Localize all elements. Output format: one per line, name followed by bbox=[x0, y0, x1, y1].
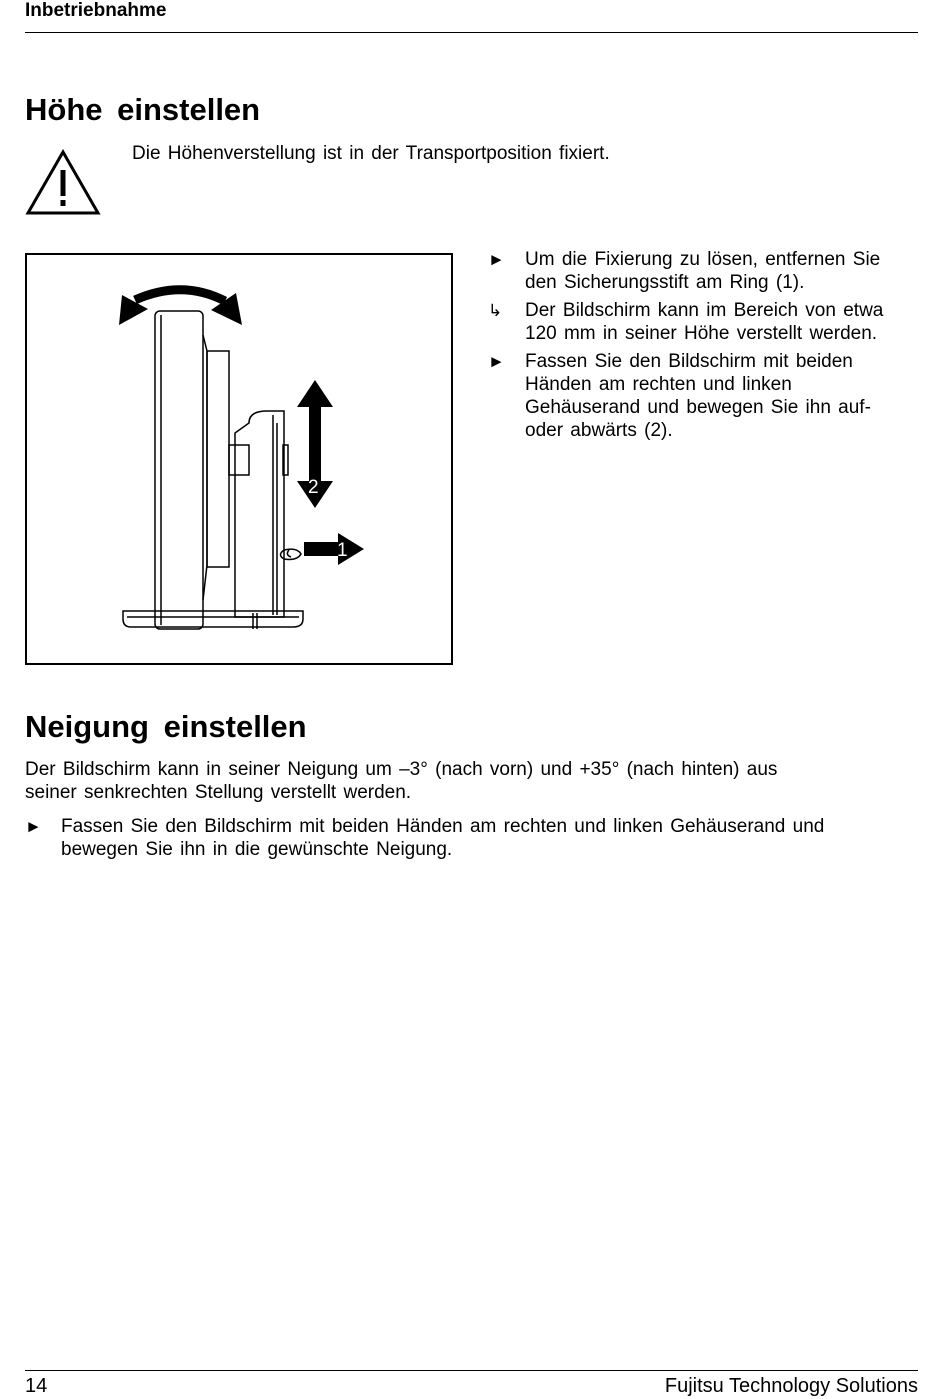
step-text: Fassen Sie den Bildschirm mit beiden Händen am rechten und linken Gehäuserand und bewegen Sie ihn in die gewünschte Neigung. bbox=[61, 816, 825, 860]
result-arrow-icon: ↳ bbox=[488, 301, 503, 320]
section-title-tilt: Neigung einstellen bbox=[25, 709, 307, 744]
height-steps-list bbox=[488, 248, 908, 447]
step-text: Fassen Sie den Bildschirm mit beiden Händen am rechten und linken Gehäuserand und bewegen Sie ihn auf- oder abwärts (2). bbox=[525, 351, 871, 441]
tilt-paragraph: Der Bildschirm kann in seiner Neigung um –3° (nach vorn) und +35° (nach hinten) aus seiner senkrechten Stellung verstellt werden. bbox=[25, 759, 778, 803]
tilt-step bbox=[25, 815, 881, 861]
bullet-arrow-icon: ► bbox=[488, 352, 505, 371]
page-number: 14 bbox=[25, 1375, 48, 1397]
pin-arrow-label: 1 bbox=[337, 540, 348, 561]
section-title-height: Höhe einstellen bbox=[25, 92, 261, 127]
monitor-height-figure bbox=[25, 253, 453, 665]
list-item bbox=[488, 299, 908, 345]
header-rule bbox=[25, 32, 918, 33]
step-text: Der Bildschirm kann im Bereich von etwa 120 mm in seiner Höhe verstellt werden. bbox=[525, 300, 884, 344]
footer-rule bbox=[25, 1370, 918, 1371]
tilt-double-arrow-icon bbox=[119, 290, 242, 325]
step-text: Um die Fixierung zu lösen, entfernen Sie den Sicherungsstift am Ring (1). bbox=[525, 249, 881, 293]
monitor-illustration bbox=[123, 311, 303, 629]
list-item bbox=[488, 248, 908, 294]
list-item bbox=[488, 350, 908, 442]
footer-company: Fujitsu Technology Solutions bbox=[664, 1375, 918, 1397]
running-header: Inbetriebnahme bbox=[25, 0, 167, 21]
warning-text: Die Höhenverstellung ist in der Transportposition fixiert. bbox=[132, 143, 610, 164]
pin-arrow-icon bbox=[304, 533, 364, 565]
bullet-arrow-icon: ► bbox=[25, 817, 42, 836]
bullet-arrow-icon: ► bbox=[488, 250, 505, 269]
height-arrow-label: 2 bbox=[308, 477, 319, 498]
warning-triangle-icon bbox=[25, 148, 101, 216]
